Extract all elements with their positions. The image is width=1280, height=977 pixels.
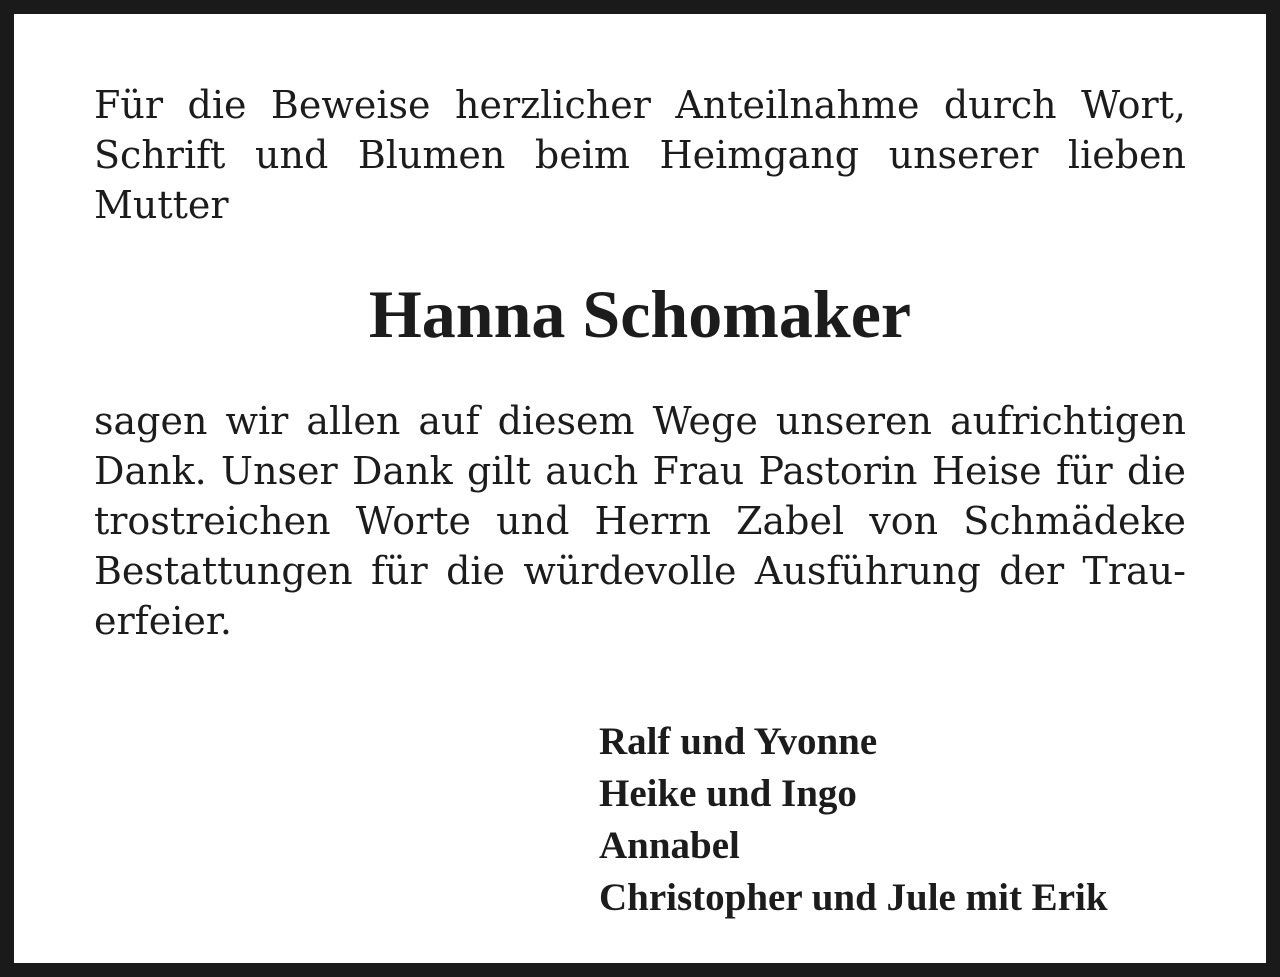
signatures-block bbox=[599, 716, 1108, 924]
intro-line: Mutter bbox=[94, 183, 229, 227]
signature-line: Annabel bbox=[599, 824, 740, 867]
thanks-line: trostreichen Worte und Herrn Zabel von Schmädeke bbox=[94, 499, 1186, 543]
thanks-paragraph bbox=[94, 396, 1186, 646]
thanks-line: erfeier. bbox=[94, 599, 232, 643]
signature-line: Christopher und Jule mit Erik bbox=[599, 876, 1108, 919]
intro-line: Für die Beweise herzlicher Anteilnahme durch Wort, bbox=[94, 83, 1186, 127]
deceased-name: Hanna Schomaker bbox=[368, 276, 912, 352]
thanks-line: sagen wir allen auf diesem Wege unseren aufrichtigen bbox=[94, 399, 1186, 443]
thanks-line: Bestattungen für die würdevolle Ausführung der Trau- bbox=[94, 549, 1186, 593]
notice-content bbox=[94, 80, 1186, 646]
intro-line: Schrift und Blumen beim Heimgang unserer lieben bbox=[94, 133, 1186, 177]
signature-line: Ralf und Yvonne bbox=[599, 720, 878, 763]
signature-line: Heike und Ingo bbox=[599, 772, 857, 815]
intro-paragraph bbox=[94, 80, 1186, 230]
thanks-line: Dank. Unser Dank gilt auch Frau Pastorin Heise für die bbox=[94, 449, 1186, 493]
